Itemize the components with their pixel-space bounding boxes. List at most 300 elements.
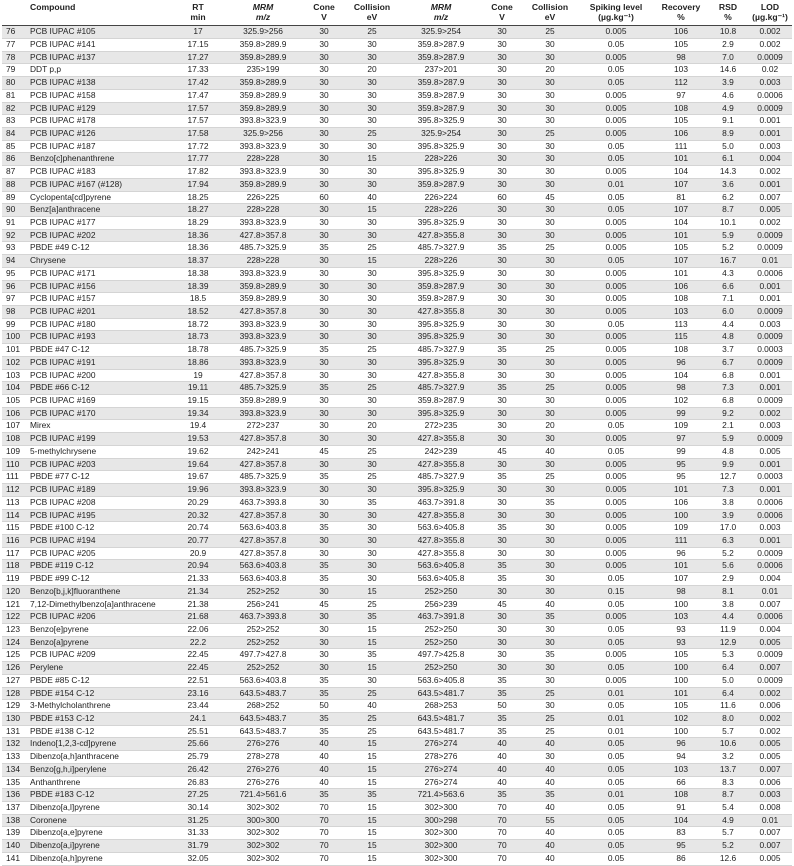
header-cone-1: Cone [304, 0, 344, 13]
cell-spiking-level: 0.005 [578, 102, 654, 115]
cell-rsd: 9.2 [708, 407, 748, 420]
cell-index: 107 [2, 420, 30, 433]
table-row [2, 649, 792, 662]
table-row [2, 255, 792, 268]
cell-recovery: 113 [654, 318, 708, 331]
cell-lod: 0.003 [748, 140, 792, 153]
cell-index: 138 [2, 814, 30, 827]
cell-mrm-2: 228>226 [400, 204, 482, 217]
cell-index: 100 [2, 331, 30, 344]
cell-index: 122 [2, 611, 30, 624]
cell-collision-2: 25 [522, 687, 578, 700]
cell-collision-2: 45 [522, 191, 578, 204]
cell-collision-2: 30 [522, 293, 578, 306]
cell-rt: 18.52 [174, 306, 222, 319]
table-row [2, 407, 792, 420]
table-row [2, 598, 792, 611]
cell-rt: 18.36 [174, 229, 222, 242]
cell-collision-1: 15 [344, 852, 400, 865]
cell-mrm-2: 395.8>325.9 [400, 115, 482, 128]
cell-index: 129 [2, 700, 30, 713]
table-row [2, 776, 792, 789]
cell-mrm-2: 485.7>327.9 [400, 344, 482, 357]
cell-index: 140 [2, 840, 30, 853]
cell-mrm-2: 395.8>325.9 [400, 166, 482, 179]
cell-collision-2: 30 [522, 178, 578, 191]
cell-mrm-2: 643.5>481.7 [400, 713, 482, 726]
cell-rsd: 4.3 [708, 267, 748, 280]
cell-mrm-2: 427.8>355.8 [400, 534, 482, 547]
cell-spiking-level: 0.005 [578, 89, 654, 102]
cell-collision-1: 35 [344, 649, 400, 662]
cell-recovery: 111 [654, 534, 708, 547]
cell-collision-2: 30 [522, 674, 578, 687]
table-row [2, 331, 792, 344]
cell-spiking-level: 0.005 [578, 280, 654, 293]
table-body [2, 26, 792, 865]
cell-cone-1: 30 [304, 636, 344, 649]
cell-rsd: 3.2 [708, 751, 748, 764]
cell-rt: 17.72 [174, 140, 222, 153]
cell-rsd: 6.6 [708, 280, 748, 293]
cell-index: 97 [2, 293, 30, 306]
cell-collision-2: 30 [522, 38, 578, 51]
cell-index: 116 [2, 534, 30, 547]
unit-compound [30, 13, 174, 26]
header-collision-2: Collision [522, 0, 578, 13]
cell-collision-1: 35 [344, 496, 400, 509]
cell-rt: 17.82 [174, 166, 222, 179]
cell-collision-2: 25 [522, 382, 578, 395]
cell-index: 131 [2, 725, 30, 738]
cell-collision-2: 25 [522, 242, 578, 255]
cell-cone-2: 70 [482, 852, 522, 865]
cell-rsd: 6.4 [708, 687, 748, 700]
cell-mrm-1: 563.6>403.8 [222, 674, 304, 687]
cell-recovery: 94 [654, 751, 708, 764]
cell-rt: 18.36 [174, 242, 222, 255]
cell-cone-2: 50 [482, 700, 522, 713]
cell-collision-2: 30 [522, 458, 578, 471]
cell-cone-1: 30 [304, 458, 344, 471]
cell-mrm-1: 427.8>357.8 [222, 369, 304, 382]
cell-mrm-1: 359.8>289.9 [222, 178, 304, 191]
cell-cone-2: 30 [482, 204, 522, 217]
cell-lod: 0.01 [748, 585, 792, 598]
cell-recovery: 102 [654, 395, 708, 408]
cell-collision-2: 30 [522, 662, 578, 675]
cell-mrm-1: 325.9>256 [222, 127, 304, 140]
cell-mrm-1: 302>302 [222, 802, 304, 815]
cell-rt: 31.33 [174, 827, 222, 840]
unit-index [2, 13, 30, 26]
cell-cone-1: 70 [304, 827, 344, 840]
cell-mrm-1: 359.8>289.9 [222, 395, 304, 408]
cell-rt: 17.58 [174, 127, 222, 140]
cell-rt: 19.64 [174, 458, 222, 471]
cell-cone-1: 30 [304, 407, 344, 420]
table-row [2, 484, 792, 497]
cell-compound: PBDE #183 C-12 [30, 789, 174, 802]
table-row [2, 560, 792, 573]
cell-lod: 0.001 [748, 382, 792, 395]
cell-mrm-1: 226>225 [222, 191, 304, 204]
cell-cone-2: 30 [482, 64, 522, 77]
cell-cone-2: 30 [482, 153, 522, 166]
cell-compound: PCB IUPAC #105 [30, 26, 174, 39]
cell-recovery: 106 [654, 127, 708, 140]
cell-compound: PBDE #66 C-12 [30, 382, 174, 395]
cell-lod: 0.005 [748, 852, 792, 865]
cell-spiking-level: 0.05 [578, 77, 654, 90]
cell-mrm-2: 563.6>405.8 [400, 573, 482, 586]
header-spiking-level: Spiking level [578, 0, 654, 13]
cell-compound: PBDE #138 C-12 [30, 725, 174, 738]
cell-cone-1: 70 [304, 814, 344, 827]
cell-rt: 26.42 [174, 763, 222, 776]
cell-recovery: 107 [654, 204, 708, 217]
cell-mrm-2: 359.8>287.9 [400, 102, 482, 115]
cell-spiking-level: 0.005 [578, 344, 654, 357]
table-row [2, 522, 792, 535]
cell-rt: 18.27 [174, 204, 222, 217]
cell-rsd: 4.4 [708, 611, 748, 624]
cell-index: 104 [2, 382, 30, 395]
cell-rsd: 9.1 [708, 115, 748, 128]
cell-cone-1: 30 [304, 484, 344, 497]
cell-rt: 31.79 [174, 840, 222, 853]
cell-rt: 18.29 [174, 216, 222, 229]
cell-lod: 0.001 [748, 115, 792, 128]
cell-recovery: 104 [654, 814, 708, 827]
cell-index: 132 [2, 738, 30, 751]
cell-compound: PBDE #49 C-12 [30, 242, 174, 255]
cell-collision-1: 15 [344, 636, 400, 649]
cell-rsd: 2.1 [708, 420, 748, 433]
cell-mrm-1: 228>228 [222, 255, 304, 268]
cell-compound: PCB IUPAC #178 [30, 115, 174, 128]
cell-lod: 0.006 [748, 700, 792, 713]
cell-rt: 20.29 [174, 496, 222, 509]
table-row [2, 242, 792, 255]
cell-cone-1: 30 [304, 509, 344, 522]
cell-collision-2: 30 [522, 585, 578, 598]
cell-lod: 0.001 [748, 369, 792, 382]
cell-cone-2: 30 [482, 331, 522, 344]
cell-rsd: 6.3 [708, 534, 748, 547]
cell-cone-2: 30 [482, 38, 522, 51]
cell-spiking-level: 0.05 [578, 738, 654, 751]
header-rsd: RSD [708, 0, 748, 13]
cell-collision-1: 15 [344, 255, 400, 268]
cell-mrm-2: 278>276 [400, 751, 482, 764]
cell-compound: PCB IUPAC #126 [30, 127, 174, 140]
table-row [2, 77, 792, 90]
cell-rsd: 3.6 [708, 178, 748, 191]
cell-cone-2: 30 [482, 178, 522, 191]
cell-collision-1: 30 [344, 318, 400, 331]
cell-spiking-level: 0.005 [578, 26, 654, 39]
cell-rsd: 3.7 [708, 344, 748, 357]
cell-compound: Indeno[1,2,3-cd]pyrene [30, 738, 174, 751]
cell-recovery: 106 [654, 26, 708, 39]
cell-compound: Benzo[c]phenanthrene [30, 153, 174, 166]
cell-index: 96 [2, 280, 30, 293]
cell-spiking-level: 0.005 [578, 407, 654, 420]
cell-recovery: 108 [654, 293, 708, 306]
cell-cone-2: 30 [482, 356, 522, 369]
cell-rt: 17.27 [174, 51, 222, 64]
cell-collision-2: 30 [522, 306, 578, 319]
cell-spiking-level: 0.05 [578, 751, 654, 764]
cell-collision-1: 25 [344, 713, 400, 726]
cell-spiking-level: 0.005 [578, 306, 654, 319]
cell-rsd: 9.9 [708, 458, 748, 471]
cell-lod: 0.002 [748, 26, 792, 39]
cell-mrm-1: 393.8>323.9 [222, 318, 304, 331]
cell-collision-1: 25 [344, 471, 400, 484]
cell-cone-2: 35 [482, 725, 522, 738]
cell-mrm-1: 252>252 [222, 585, 304, 598]
cell-recovery: 93 [654, 636, 708, 649]
cell-mrm-1: 643.5>483.7 [222, 687, 304, 700]
cell-index: 86 [2, 153, 30, 166]
cell-collision-2: 40 [522, 802, 578, 815]
cell-mrm-1: 252>252 [222, 636, 304, 649]
cell-lod: 0.007 [748, 598, 792, 611]
cell-rsd: 8.3 [708, 776, 748, 789]
cell-lod: 0.007 [748, 662, 792, 675]
cell-recovery: 101 [654, 267, 708, 280]
table-row [2, 585, 792, 598]
cell-cone-1: 30 [304, 26, 344, 39]
cell-lod: 0.0006 [748, 496, 792, 509]
cell-collision-2: 55 [522, 814, 578, 827]
cell-cone-1: 30 [304, 306, 344, 319]
cell-mrm-2: 395.8>325.9 [400, 407, 482, 420]
cell-spiking-level: 0.005 [578, 127, 654, 140]
cell-rsd: 5.0 [708, 140, 748, 153]
cell-collision-1: 20 [344, 420, 400, 433]
table-row [2, 369, 792, 382]
cell-rt: 18.5 [174, 293, 222, 306]
cell-compound: Benz[a]anthracene [30, 204, 174, 217]
cell-lod: 0.002 [748, 687, 792, 700]
cell-cone-2: 35 [482, 522, 522, 535]
cell-mrm-1: 278>278 [222, 751, 304, 764]
cell-cone-1: 30 [304, 649, 344, 662]
cell-collision-2: 30 [522, 318, 578, 331]
cell-mrm-2: 395.8>325.9 [400, 216, 482, 229]
cell-rsd: 11.9 [708, 623, 748, 636]
cell-collision-1: 15 [344, 840, 400, 853]
unit-collision-1: eV [344, 13, 400, 26]
cell-lod: 0.0009 [748, 51, 792, 64]
cell-mrm-1: 427.8>357.8 [222, 534, 304, 547]
cell-spiking-level: 0.005 [578, 560, 654, 573]
cell-mrm-2: 359.8>287.9 [400, 38, 482, 51]
cell-index: 85 [2, 140, 30, 153]
cell-recovery: 100 [654, 662, 708, 675]
cell-collision-1: 25 [344, 26, 400, 39]
cell-cone-1: 30 [304, 115, 344, 128]
cell-compound: PCB IUPAC #206 [30, 611, 174, 624]
table-row [2, 356, 792, 369]
cell-index: 101 [2, 344, 30, 357]
cell-compound: PCB IUPAC #183 [30, 166, 174, 179]
cell-rt: 22.45 [174, 649, 222, 662]
cell-spiking-level: 0.005 [578, 369, 654, 382]
cell-rt: 23.44 [174, 700, 222, 713]
cell-mrm-1: 427.8>357.8 [222, 547, 304, 560]
cell-compound: PCB IUPAC #177 [30, 216, 174, 229]
cell-compound: Benzo[g,h,i]perylene [30, 763, 174, 776]
cell-collision-1: 15 [344, 751, 400, 764]
cell-rt: 20.32 [174, 509, 222, 522]
cell-index: 77 [2, 38, 30, 51]
cell-rt: 22.45 [174, 662, 222, 675]
cell-cone-1: 30 [304, 127, 344, 140]
cell-mrm-2: 242>239 [400, 445, 482, 458]
cell-mrm-2: 325.9>254 [400, 127, 482, 140]
cell-rt: 30.14 [174, 802, 222, 815]
cell-spiking-level: 0.01 [578, 789, 654, 802]
cell-cone-2: 30 [482, 102, 522, 115]
cell-rt: 24.1 [174, 713, 222, 726]
cell-cone-2: 45 [482, 598, 522, 611]
cell-rt: 20.74 [174, 522, 222, 535]
cell-spiking-level: 0.005 [578, 166, 654, 179]
cell-lod: 0.0006 [748, 611, 792, 624]
cell-rsd: 4.9 [708, 102, 748, 115]
table-row [2, 433, 792, 446]
cell-lod: 0.001 [748, 484, 792, 497]
cell-lod: 0.005 [748, 204, 792, 217]
cell-collision-1: 15 [344, 763, 400, 776]
cell-collision-1: 15 [344, 623, 400, 636]
cell-cone-2: 70 [482, 802, 522, 815]
cell-index: 94 [2, 255, 30, 268]
cell-spiking-level: 0.15 [578, 585, 654, 598]
cell-compound: PCB IUPAC #169 [30, 395, 174, 408]
cell-rt: 19.53 [174, 433, 222, 446]
table-row [2, 687, 792, 700]
table-row [2, 751, 792, 764]
cell-collision-1: 25 [344, 127, 400, 140]
cell-collision-1: 40 [344, 700, 400, 713]
cell-cone-2: 30 [482, 585, 522, 598]
cell-collision-1: 25 [344, 382, 400, 395]
cell-compound: PCB IUPAC #129 [30, 102, 174, 115]
cell-lod: 0.003 [748, 789, 792, 802]
cell-index: 139 [2, 827, 30, 840]
table-row [2, 814, 792, 827]
cell-cone-1: 30 [304, 496, 344, 509]
cell-mrm-2: 395.8>325.9 [400, 484, 482, 497]
cell-index: 99 [2, 318, 30, 331]
cell-rt: 19.67 [174, 471, 222, 484]
cell-lod: 0.0009 [748, 102, 792, 115]
cell-recovery: 96 [654, 356, 708, 369]
cell-collision-2: 30 [522, 204, 578, 217]
cell-cone-1: 30 [304, 216, 344, 229]
header-lod: LOD [748, 0, 792, 13]
cell-rsd: 16.7 [708, 255, 748, 268]
cell-mrm-2: 395.8>325.9 [400, 140, 482, 153]
cell-recovery: 107 [654, 255, 708, 268]
cell-collision-1: 35 [344, 611, 400, 624]
cell-rsd: 10.6 [708, 738, 748, 751]
cell-spiking-level: 0.005 [578, 611, 654, 624]
cell-cone-1: 30 [304, 267, 344, 280]
cell-recovery: 108 [654, 344, 708, 357]
cell-lod: 0.003 [748, 318, 792, 331]
cell-spiking-level: 0.05 [578, 38, 654, 51]
cell-cone-1: 35 [304, 560, 344, 573]
cell-mrm-2: 395.8>325.9 [400, 267, 482, 280]
cell-rsd: 4.6 [708, 89, 748, 102]
cell-mrm-2: 427.8>355.8 [400, 229, 482, 242]
cell-mrm-2: 643.5>481.7 [400, 725, 482, 738]
cell-rsd: 6.8 [708, 395, 748, 408]
table-row [2, 64, 792, 77]
cell-recovery: 109 [654, 420, 708, 433]
cell-cone-1: 30 [304, 318, 344, 331]
table-row [2, 852, 792, 865]
cell-rsd: 4.9 [708, 814, 748, 827]
cell-collision-2: 30 [522, 484, 578, 497]
cell-rsd: 3.9 [708, 77, 748, 90]
cell-recovery: 97 [654, 89, 708, 102]
cell-lod: 0.001 [748, 534, 792, 547]
cell-mrm-2: 395.8>325.9 [400, 356, 482, 369]
cell-mrm-2: 359.8>287.9 [400, 51, 482, 64]
cell-rt: 25.51 [174, 725, 222, 738]
cell-index: 121 [2, 598, 30, 611]
cell-compound: Anthanthrene [30, 776, 174, 789]
cell-collision-1: 30 [344, 484, 400, 497]
cell-rsd: 6.8 [708, 369, 748, 382]
cell-cone-1: 30 [304, 178, 344, 191]
cell-mrm-2: 427.8>355.8 [400, 509, 482, 522]
cell-mrm-1: 276>276 [222, 763, 304, 776]
cell-recovery: 105 [654, 115, 708, 128]
cell-cone-1: 30 [304, 204, 344, 217]
cell-mrm-1: 325.9>256 [222, 26, 304, 39]
cell-mrm-2: 463.7>391.8 [400, 496, 482, 509]
cell-collision-1: 30 [344, 573, 400, 586]
cell-compound: Benzo[e]pyrene [30, 623, 174, 636]
cell-mrm-2: 325.9>254 [400, 26, 482, 39]
table-row [2, 534, 792, 547]
cell-spiking-level: 0.005 [578, 395, 654, 408]
cell-recovery: 103 [654, 611, 708, 624]
cell-collision-2: 30 [522, 229, 578, 242]
cell-rt: 20.9 [174, 547, 222, 560]
cell-cone-1: 30 [304, 662, 344, 675]
cell-compound: PBDE #85 C-12 [30, 674, 174, 687]
cell-compound: PBDE #77 C-12 [30, 471, 174, 484]
cell-index: 80 [2, 77, 30, 90]
cell-compound: PCB IUPAC #194 [30, 534, 174, 547]
table-row [2, 713, 792, 726]
table-row [2, 636, 792, 649]
cell-index: 114 [2, 509, 30, 522]
cell-compound: Chrysene [30, 255, 174, 268]
cell-mrm-2: 359.8>287.9 [400, 89, 482, 102]
cell-index: 103 [2, 369, 30, 382]
cell-mrm-1: 359.8>289.9 [222, 38, 304, 51]
